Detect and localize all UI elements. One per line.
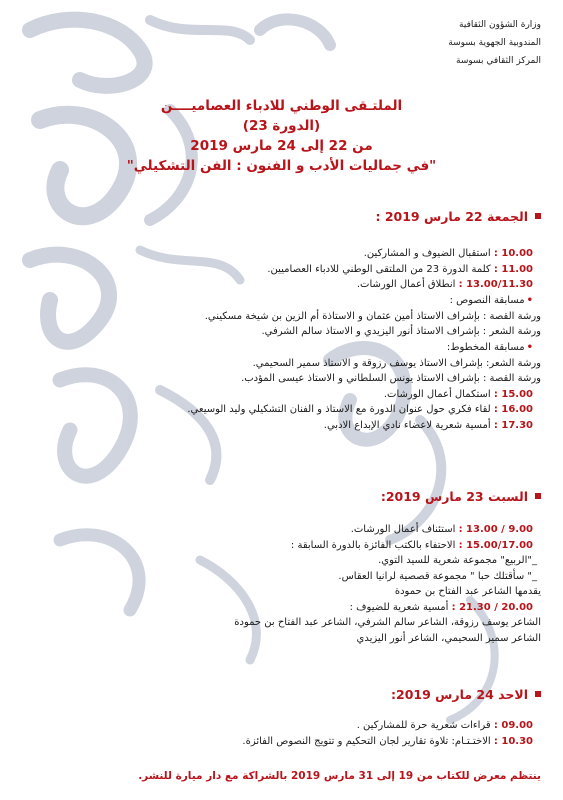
row-text: يقدمها الشاعر عبد الفتاح بن حمودة: [394, 586, 541, 597]
schedule-row: [20, 553, 541, 569]
row-text: استقبال الضيوف و المشاركين.: [363, 248, 491, 259]
row-text: ورشة الشعر : بإشراف الاستاذ أنور اليزيدي و الاستاذ سالم الشرفي.: [261, 326, 541, 337]
row-text: لقاء فكري حول عنوان الدورة مع الاستاذ و الفنان التشكيلي وليد الوسيعي.: [187, 404, 491, 415]
ministry-line: المركز الثقافي بسوسة: [456, 56, 541, 66]
schedule-row: [20, 324, 541, 340]
schedule-row: [20, 262, 541, 278]
row-time: 20.00 / 21.30 :: [451, 601, 533, 613]
row-text: الشاعر سمير السحيمي، الشاعر أنور اليزيدي: [356, 632, 541, 644]
row-text: قراءات شعرية حرة للمشاركين .: [356, 720, 491, 731]
day-heading: [20, 486, 541, 506]
bullet-square-icon: [535, 493, 541, 499]
row-text: استكمال أعمال الورشات.: [383, 388, 491, 400]
row-time: 9.00 / 13.00 :: [458, 524, 533, 535]
ministry-header: [448, 16, 541, 70]
row-text: الاحتفاء بالكتب الفائزة بالدورة السابقة :: [290, 539, 456, 551]
row-time: 16.00 :: [493, 404, 533, 415]
day-heading-text: الجمعة 22 مارس 2019 :: [375, 208, 528, 224]
day-heading: [20, 684, 541, 704]
schedule-row: [20, 615, 541, 631]
section-label: [20, 293, 541, 309]
row-text: ورشة القصة : بإشراف الاستاذ أمين عثمان و الاستاذة أم الزين بن شيخة مسكيني.: [204, 310, 541, 322]
edition-number: (الدورة 23): [242, 118, 321, 134]
row-time: 10.30 :: [493, 735, 533, 747]
day-heading-text: الاحد 24 مارس 2019:: [391, 686, 528, 702]
row-text: أمسية شعرية لاعضاء نادي الإبداع الادبي.: [323, 419, 491, 431]
schedule-row: [20, 356, 541, 372]
event-theme: "في جماليات الأدب و الفنون : الفن التشكيلي": [126, 158, 437, 174]
schedule-row: [20, 387, 541, 403]
schedule-row: [20, 718, 541, 734]
day-heading: [20, 206, 541, 226]
row-text: ورشة الشعر: بإشراف الاستاذ يوسف رزوقة و الاستاذ سمير السحيمي.: [252, 357, 541, 369]
row-time: 09.00 :: [493, 720, 533, 731]
schedule-row: [20, 402, 541, 418]
schedule-row: [20, 584, 541, 600]
day-sunday: [20, 684, 541, 749]
schedule-row: [20, 538, 541, 554]
schedule-row: [20, 309, 541, 325]
schedule-row: [20, 734, 541, 750]
row-text: _" سأقتلك حبا " مجموعة قصصية لرانيا العقاس.: [338, 570, 537, 582]
row-time: 10.00 :: [493, 248, 533, 259]
day-saturday: [20, 486, 541, 646]
row-text: استئناف أعمال الورشات.: [350, 524, 456, 535]
bullet-square-icon: [535, 691, 541, 697]
event-title: الملتـقى الوطني للادباء العصاميــــن: [160, 98, 403, 114]
row-text: الشاعر يوسف رزوقة، الشاعر سالم الشرفي، الشاعر عبد الفتاح بن حمودة: [234, 617, 541, 628]
row-text: _"الربيع" مجموعة شعرية للسيد التوي.: [378, 555, 537, 566]
row-time: 17.30 :: [493, 419, 533, 431]
schedule-row: [20, 569, 541, 585]
row-text: أمسية شعرية للضيوف :: [349, 601, 449, 613]
ministry-line: وزارة الشؤون الثقافية: [459, 20, 541, 30]
event-dates: من 22 إلى 24 مارس 2019: [190, 138, 373, 154]
row-text: الاختـتـام: تلاوة تقارير لجان التحكيم و تتويج النصوص الفائزة.: [242, 735, 491, 747]
schedule-row: [20, 418, 541, 434]
row-time: 13.00/11.30 :: [458, 279, 533, 290]
row-text: انطلاق أعمال الورشات.: [356, 279, 456, 290]
row-text: ورشة القصة : بإشراف الاستاذ يونس السلطاني و الاستاذ عيسى المؤدب.: [241, 373, 541, 384]
schedule-row: [20, 371, 541, 387]
ministry-line: المندوبية الجهوية بسوسة: [448, 38, 541, 48]
row-time: 11.00 :: [493, 263, 533, 275]
event-title-block: [40, 96, 523, 176]
row-time: 15.00/17.00 :: [458, 539, 533, 551]
schedule-row: [20, 246, 541, 262]
row-time: 15.00 :: [493, 388, 533, 400]
day-friday: [20, 206, 541, 433]
schedule-row: [20, 277, 541, 293]
schedule-row: [20, 600, 541, 616]
book-fair-note: ينتظم معرض للكتاب من 19 إلى 31 مارس 2019 بالشراكة مع دار ميارة للنشر.: [138, 770, 541, 782]
section-label-text: مسابقة النصوص :: [449, 294, 525, 306]
bullet-square-icon: [535, 213, 541, 219]
bullet-dot-icon: •: [526, 294, 533, 306]
section-label-text: مسابقة المخطوط:: [446, 341, 525, 353]
section-label: [20, 340, 541, 356]
bullet-dot-icon: •: [526, 341, 533, 353]
schedule-row: [20, 522, 541, 538]
schedule-row: [20, 631, 541, 647]
day-heading-text: السبت 23 مارس 2019:: [380, 488, 528, 504]
row-text: كلمة الدورة 23 من الملتقى الوطني للادباء العصاميين.: [267, 263, 491, 275]
